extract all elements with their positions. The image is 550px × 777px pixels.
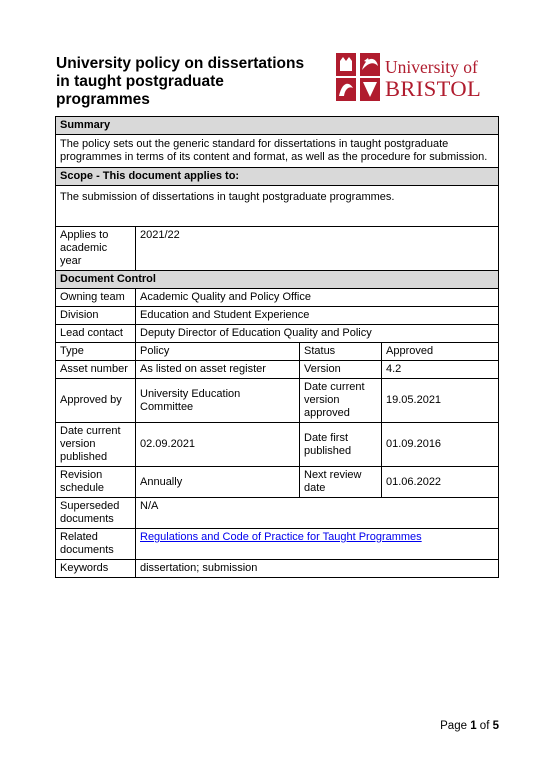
summary-heading: Summary xyxy=(56,117,499,135)
owning-team-value: Academic Quality and Policy Office xyxy=(136,289,499,307)
related-label: Related documents xyxy=(56,529,136,560)
university-logo xyxy=(335,52,495,104)
version-label: Version xyxy=(300,361,382,379)
division-value: Education and Student Experience xyxy=(136,307,499,325)
revision-schedule-value: Annually xyxy=(136,467,300,498)
page-total: 5 xyxy=(492,720,499,732)
approved-by-value: University Education Committee xyxy=(136,379,300,423)
superseded-label: Superseded documents xyxy=(56,498,136,529)
title-line-1: University policy on dissertations xyxy=(56,55,305,72)
document-control-heading: Document Control xyxy=(56,271,499,289)
superseded-value: N/A xyxy=(136,498,499,529)
crest-icon xyxy=(335,52,381,102)
applies-value: 2021/22 xyxy=(136,227,499,271)
scope-text: The submission of dissertations in taught postgraduate programmes. xyxy=(56,186,499,227)
next-review-date-value: 01.06.2022 xyxy=(382,467,499,498)
date-current-version-published-value: 02.09.2021 xyxy=(136,423,300,467)
type-label: Type xyxy=(56,343,136,361)
related-documents-link[interactable]: Regulations and Code of Practice for Taught Programmes xyxy=(140,531,422,543)
date-first-published-label: Date first published xyxy=(300,423,382,467)
logo-university-of: University of xyxy=(385,57,478,77)
revision-schedule-label: Revision schedule xyxy=(56,467,136,498)
title-line-2: in taught postgraduate xyxy=(56,73,224,90)
logo-bristol: BRISTOL xyxy=(385,76,482,101)
type-value: Policy xyxy=(136,343,300,361)
asset-number-value: As listed on asset register xyxy=(136,361,300,379)
page-word: Page xyxy=(440,720,467,732)
title-line-3: programmes xyxy=(56,91,150,108)
asset-number-label: Asset number xyxy=(56,361,136,379)
related-cell xyxy=(136,529,499,560)
of-word: of xyxy=(479,720,490,732)
applies-label: Applies to academic year xyxy=(56,227,136,271)
date-current-version-approved-value: 19.05.2021 xyxy=(382,379,499,423)
lead-contact-label: Lead contact xyxy=(56,325,136,343)
date-current-version-published-label: Date current version published xyxy=(56,423,136,467)
document-title xyxy=(56,55,316,109)
document-control-table xyxy=(55,116,499,578)
keywords-label: Keywords xyxy=(56,560,136,578)
lead-contact-value: Deputy Director of Education Quality and Policy xyxy=(136,325,499,343)
date-current-version-approved-label: Date current version approved xyxy=(300,379,382,423)
summary-text: The policy sets out the generic standard for dissertations in taught postgraduate programmes in terms of its content and format, as well as the procedure for submission. xyxy=(56,135,499,168)
status-label: Status xyxy=(300,343,382,361)
division-label: Division xyxy=(56,307,136,325)
scope-heading: Scope - This document applies to: xyxy=(56,168,499,186)
next-review-date-label: Next review date xyxy=(300,467,382,498)
keywords-value: dissertation; submission xyxy=(136,560,499,578)
status-value: Approved xyxy=(382,343,499,361)
date-first-published-value: 01.09.2016 xyxy=(382,423,499,467)
page-number: 1 xyxy=(470,720,477,732)
version-value: 4.2 xyxy=(382,361,499,379)
owning-team-label: Owning team xyxy=(56,289,136,307)
page-footer xyxy=(440,720,499,732)
approved-by-label: Approved by xyxy=(56,379,136,423)
